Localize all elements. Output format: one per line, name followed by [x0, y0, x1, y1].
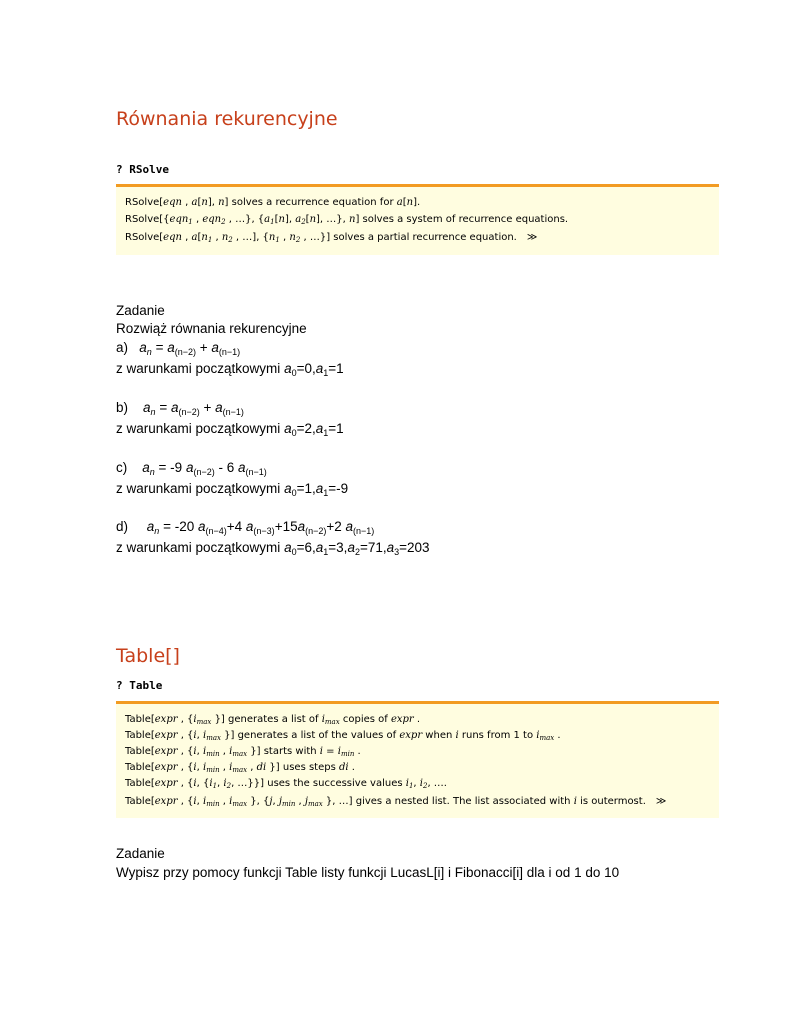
more-info-link-table[interactable]: ≫ [655, 796, 667, 807]
query-rsolve: ? RSolve [116, 163, 169, 176]
table-usage-line-5: Table[expr , {i, {$i_1$, $i_2$, …}}] uses the successive values $i_1$, $i_2$, …. [125, 778, 447, 790]
equation-c: c) $a_n = -9$ $a_{(n-2)} - 6$ $a_{(n-1)}$ [116, 460, 267, 477]
initial-conditions-a: z warunkami początkowymi $a_0=0,a_1=1$ [116, 361, 344, 378]
task-heading-1: Zadanie [116, 303, 165, 318]
usage-line-2: RSolve[{eqn$_1$ , eqn$_2$ , …}, {$a_1[n]$, $a_2[n]$, …}, n] solves a system of recurrence equations. [125, 214, 569, 226]
task-intro-1: Rozwiąż równania rekurencyjne [116, 321, 307, 336]
section-title-rsolve: Równania rekurencyjne [116, 108, 338, 130]
usage-box-table [116, 701, 719, 818]
usage-box-rsolve [116, 184, 719, 255]
equation-b: b) $a_n = a_{(n-2)} + a_{(n-1)}$ [116, 400, 244, 417]
initial-conditions-b: z warunkami początkowymi $a_0=2,a_1=1$ [116, 421, 344, 438]
table-usage-line-2: Table[expr , {i, $i_{max}$ }] generates a list of the values of expr when i runs from 1 to $i_{max}$ . [125, 730, 561, 742]
task-text-2: Wypisz przy pomocy funkcji Table listy funkcji LucasL[i] i Fibonacci[i] dla i od 1 do 10 [116, 865, 620, 880]
table-usage-line-1: Table[expr , {$i_{max}$ }] generates a list of $i_{max}$ copies of expr . [125, 714, 421, 726]
equation-a: a) $a_n = a_{(n-2)} + a_{(n-1)}$ [116, 340, 241, 357]
table-usage-line-4: Table[expr , {i, $i_{min}$ , $i_{max}$ , di }] uses steps di . [125, 762, 355, 774]
equation-d: d) $a_n = -20$ $a_{(n-4)}+4$ $a_{(n-3)}+15a_{(n-2)}+2$ $a_{(n-1)}$ [116, 519, 375, 536]
more-info-link[interactable]: ≫ [526, 232, 538, 243]
section-title-table: Table[] [116, 645, 180, 667]
table-usage-line-3: Table[expr , {i, $i_{min}$ , $i_{max}$ }] starts with $i = i_{min}$ . [125, 746, 361, 758]
task-heading-2: Zadanie [116, 846, 165, 861]
query-table: ? Table [116, 679, 163, 692]
table-usage-line-6: Table[expr , {i, $i_{min}$ , $i_{max}$ }, {j, $j_{min}$ , $j_{max}$ }, …] gives a nested list. The list associated with i is outermost. ≫ [125, 796, 667, 808]
usage-line-3: RSolve[eqn , $a[n_1$ , $n_2$ , …], {$n_1$ , $n_2$ , …}] solves a partial recurrence equation. ≫ [125, 232, 538, 244]
initial-conditions-d: z warunkami początkowymi $a_0=6,a_1=3,a_2=71,a_3=203$ [116, 540, 430, 557]
initial-conditions-c: z warunkami początkowymi $a_0=1,a_1=-9$ [116, 481, 349, 498]
usage-line-1: RSolve[eqn , a[n], n] solves a recurrence equation for a[n]. [125, 197, 421, 208]
